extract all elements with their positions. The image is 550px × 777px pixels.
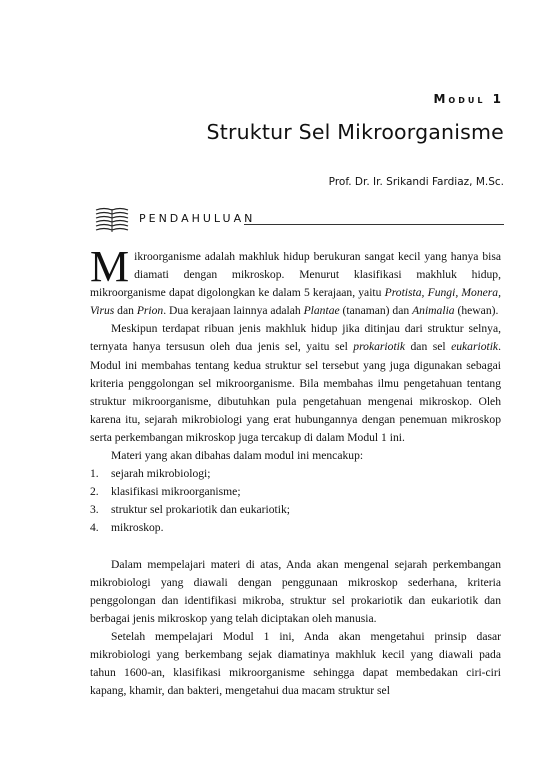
list-item xyxy=(90,483,501,501)
text-span: (hewan). xyxy=(454,304,499,318)
section-header xyxy=(94,206,504,236)
page-title: Struktur Sel Mikroorganisme xyxy=(206,120,504,144)
eukariotik-italic: eukariotik xyxy=(451,340,499,354)
author-line: Prof. Dr. Ir. Srikandi Fardiaz, M.Sc. xyxy=(328,176,504,188)
text-span: Meskipun terdapat ribuan jenis makhluk hidup jika ditinjau dari struktur selnya, ternyata hanya tersusun oleh dua jenis sel, yaitu sel xyxy=(90,322,501,354)
drop-cap: M xyxy=(90,242,130,291)
paragraph-topics-intro: Materi yang akan dibahas dalam modul ini mencakup: xyxy=(111,449,364,463)
module-label: Modul 1 xyxy=(433,92,504,106)
animalia-italic: Animalia xyxy=(412,304,455,318)
text-span: dan xyxy=(114,304,137,318)
paragraph-overview: Dalam mempelajari materi di atas, Anda akan mengenal sejarah perkembangan mikrobiologi yang diawali dengan penggunaan mikroskop sederhana, kriteria penggolongan dan identifikasi mikroba, struktur sel prokariotik dan eukariotik dan berbagai jenis mikroskop yang telah diciptakan oleh manusia. xyxy=(90,557,501,625)
book-pages-icon xyxy=(94,206,130,234)
text-span: . Dua kerajaan lainnya adalah xyxy=(163,304,304,318)
paragraph-cell-types xyxy=(90,320,501,447)
spacer xyxy=(90,538,501,556)
text-span: ikroorganisme adalah makhluk hidup berukuran sangat kecil yang hanya bisa diamati dengan mikroskop. Menurut klasifikasi makhluk hidup, mikroorganisme dapat digolongkan ke dalam 5 kerajaan, yaitu xyxy=(90,250,501,300)
list-item xyxy=(90,465,501,483)
list-text: struktur sel prokariotik dan eukariotik; xyxy=(111,503,291,517)
paragraph-intro xyxy=(90,242,501,320)
paragraph-objectives: Setelah mempelajari Modul 1 ini, Anda akan mengetahui prinsip dasar mikrobiologi yang berkembang sejak diamatinya makhluk kecil yang diawali pada tahun 1600-an, klasifikasi mikroorganisme sehingga dapat membedakan ciri-ciri kapang, khamir, dan bakteri, mengetahui dua macam struktur sel xyxy=(90,629,501,698)
list-text: mikroskop. xyxy=(111,521,164,535)
list-text: klasifikasi mikroorganisme; xyxy=(111,485,241,499)
section-title: PENDAHULUAN xyxy=(139,212,256,225)
list-number: 1. xyxy=(90,467,99,481)
text-span: . Modul ini membahas tentang kedua struktur sel tersebut yang juga digunakan sebagai kriteria penggolongan sel mikroorganisme. Bila membahas ilmu pengetahuan tentang struktur mikroorganisme, dibutuhkan pula pengetahuan mengenai mikroskop. Oleh karena itu, sejarah mikrobiologi yang erat hubungannya dengan penemuan mikroskop serta perkembangan mikroskop juga tercakup di dalam Modul 1 ini. xyxy=(90,340,501,444)
list-number: 4. xyxy=(90,521,99,535)
text-span: dan sel xyxy=(405,340,452,354)
list-item xyxy=(90,501,501,519)
list-number: 3. xyxy=(90,503,99,517)
plantae-italic: Plantae xyxy=(303,304,340,318)
list-number: 2. xyxy=(90,485,99,499)
prion-italic: Prion xyxy=(136,304,164,318)
section-divider xyxy=(244,224,504,225)
text-span: (tanaman) dan xyxy=(339,304,413,318)
topics-list xyxy=(90,465,501,537)
kingdoms-italic: Protista, Fungi, Monera, Virus xyxy=(90,286,501,318)
list-text: sejarah mikrobiologi; xyxy=(111,467,211,481)
body-text xyxy=(90,242,501,700)
prokariotik-italic: prokariotik xyxy=(353,340,406,354)
list-item xyxy=(90,519,501,537)
